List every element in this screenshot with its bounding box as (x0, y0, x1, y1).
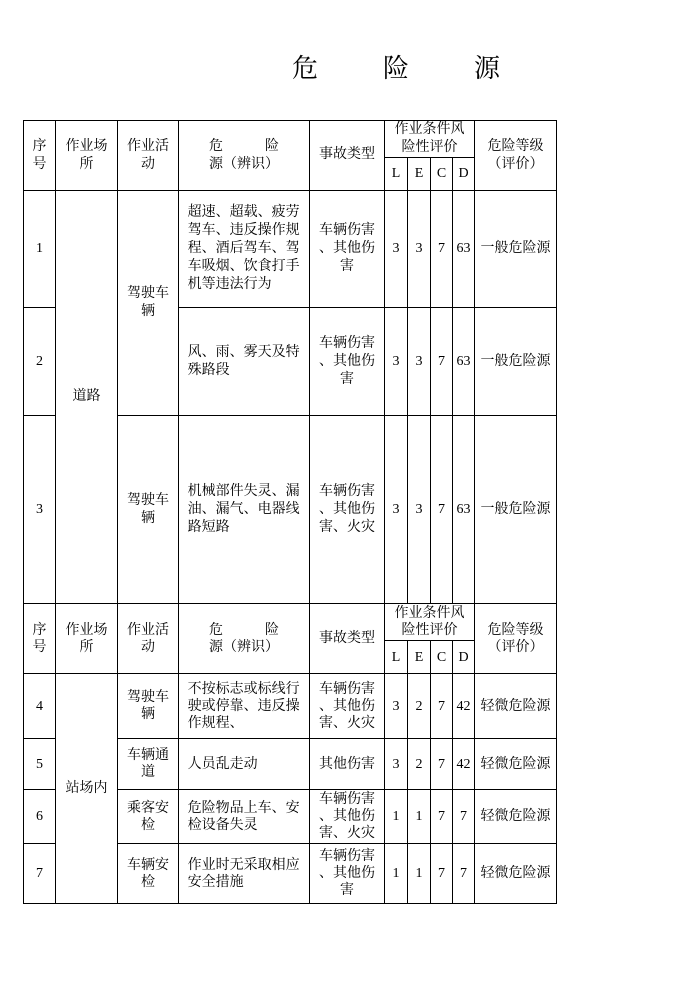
cell-d: 63 (453, 191, 475, 308)
cell-place: 站场内 (56, 674, 118, 904)
header-risk-eval (385, 604, 475, 641)
cell-l: 3 (385, 416, 408, 604)
cell-accident (310, 844, 385, 904)
cell-l: 3 (385, 191, 408, 308)
table-row (24, 674, 557, 739)
header-activity (118, 121, 179, 191)
cell-activity (118, 844, 179, 904)
cell-accident-label: 车辆伤害、其他伤害、火灾 (319, 483, 375, 535)
cell-grade: 轻微危险源 (475, 790, 557, 844)
cell-e: 3 (408, 308, 431, 416)
header-risk-eval-label: 作业条件风险性评价 (394, 606, 465, 638)
header-activity (118, 604, 179, 674)
cell-accident (310, 674, 385, 739)
hazard-table (23, 120, 557, 904)
header-place-label: 作业场所 (65, 622, 108, 655)
header-d: D (453, 641, 475, 674)
cell-accident-label: 车辆伤害、其他伤害 (319, 335, 375, 387)
header-grade-label: 危险等级（评价） (487, 138, 544, 172)
header-place-label: 作业场所 (65, 138, 108, 172)
cell-e: 2 (408, 674, 431, 739)
header-grade (475, 604, 557, 674)
cell-seq: 1 (24, 191, 56, 308)
cell-accident (310, 739, 385, 790)
cell-hazard (179, 191, 310, 308)
header-accident (310, 121, 385, 191)
cell-d: 63 (453, 308, 475, 416)
cell-place: 道路 (56, 191, 118, 604)
cell-l: 3 (385, 308, 408, 416)
cell-grade: 轻微危险源 (475, 674, 557, 739)
cell-seq: 4 (24, 674, 56, 739)
cell-grade: 轻微危险源 (475, 844, 557, 904)
cell-accident-label: 车辆伤害、其他伤害、火灾 (319, 681, 375, 731)
cell-activity (118, 416, 179, 604)
cell-activity-label: 车辆安检 (127, 857, 169, 890)
header-hazard-label: 危 险源（辨识） (209, 138, 279, 172)
header-hazard (179, 604, 310, 674)
header-c: C (431, 158, 453, 191)
header-seq-label: 序号 (32, 622, 47, 655)
cell-c: 7 (431, 416, 453, 604)
cell-hazard (179, 308, 310, 416)
cell-hazard-label: 超速、超载、疲劳驾车、违反操作规程、酒后驾车、驾车吸烟、饮食打手机等违法行为 (187, 205, 300, 292)
cell-c: 7 (431, 308, 453, 416)
header-place (56, 604, 118, 674)
cell-accident-label: 车辆伤害、其他伤害 (319, 223, 375, 274)
header-place (56, 121, 118, 191)
cell-hazard (179, 416, 310, 604)
cell-activity (118, 191, 179, 416)
cell-c: 7 (431, 739, 453, 790)
cell-grade: 一般危险源 (475, 191, 557, 308)
cell-hazard-label: 不按标志或标线行驶或停靠、违反操作规程、 (187, 681, 300, 731)
cell-d: 7 (453, 844, 475, 904)
cell-e: 1 (408, 790, 431, 844)
table-row (24, 191, 557, 308)
cell-activity-label: 车辆通道 (127, 748, 169, 780)
cell-hazard-label: 机械部件失灵、漏油、漏气、电器线路短路 (187, 483, 300, 535)
header-d: D (453, 158, 475, 191)
cell-e: 3 (408, 191, 431, 308)
header-risk-eval-label: 作业条件风险性评价 (394, 122, 465, 155)
header-e: E (408, 158, 431, 191)
header-grade (475, 121, 557, 191)
cell-accident (310, 416, 385, 604)
header-accident-label: 事故类型 (319, 147, 375, 163)
cell-grade: 轻微危险源 (475, 739, 557, 790)
header-seq (24, 121, 56, 191)
cell-l: 3 (385, 739, 408, 790)
document-title: 危险源 (292, 54, 566, 83)
header-activity-label: 作业活动 (127, 622, 169, 655)
header-hazard (179, 121, 310, 191)
cell-hazard (179, 844, 310, 904)
cell-c: 7 (431, 790, 453, 844)
cell-accident (310, 191, 385, 308)
header-activity-label: 作业活动 (127, 138, 169, 172)
cell-d: 7 (453, 790, 475, 844)
cell-c: 7 (431, 844, 453, 904)
table-header-row (24, 121, 557, 158)
header-seq-label: 序号 (32, 138, 47, 172)
header-l: L (385, 158, 408, 191)
cell-d: 63 (453, 416, 475, 604)
cell-l: 1 (385, 790, 408, 844)
cell-hazard (179, 739, 310, 790)
cell-activity-label: 驾驶车辆 (127, 690, 169, 722)
cell-hazard (179, 790, 310, 844)
cell-activity-label: 乘客安检 (127, 800, 169, 833)
cell-activity-label: 驾驶车辆 (127, 286, 169, 319)
cell-c: 7 (431, 191, 453, 308)
cell-activity (118, 739, 179, 790)
cell-seq: 7 (24, 844, 56, 904)
header-l: L (385, 641, 408, 674)
cell-seq: 3 (24, 416, 56, 604)
cell-d: 42 (453, 674, 475, 739)
header-accident (310, 604, 385, 674)
cell-c: 7 (431, 674, 453, 739)
cell-e: 2 (408, 739, 431, 790)
cell-grade: 一般危险源 (475, 416, 557, 604)
header-hazard-label: 危 险源（辨识） (209, 622, 279, 655)
cell-accident (310, 308, 385, 416)
cell-accident-label: 车辆伤害、其他伤害、火灾 (319, 792, 375, 841)
cell-accident-label: 车辆伤害、其他伤害 (319, 849, 375, 898)
header-accident-label: 事故类型 (319, 631, 375, 647)
cell-grade: 一般危险源 (475, 308, 557, 416)
cell-hazard (179, 674, 310, 739)
cell-accident-label: 其他伤害 (319, 756, 375, 772)
header-risk-eval (385, 121, 475, 158)
cell-activity-label: 驾驶车辆 (127, 492, 169, 526)
header-seq (24, 604, 56, 674)
cell-seq: 5 (24, 739, 56, 790)
cell-hazard-label: 作业时无采取相应安全措施 (187, 857, 300, 890)
cell-e: 3 (408, 416, 431, 604)
cell-seq: 2 (24, 308, 56, 416)
cell-hazard-label: 危险物品上车、安检设备失灵 (187, 800, 300, 833)
cell-accident (310, 790, 385, 844)
cell-e: 1 (408, 844, 431, 904)
cell-l: 3 (385, 674, 408, 739)
cell-activity (118, 790, 179, 844)
cell-hazard-label: 风、雨、雾天及特殊路段 (187, 344, 300, 378)
table-header-row (24, 604, 557, 641)
cell-l: 1 (385, 844, 408, 904)
header-c: C (431, 641, 453, 674)
header-grade-label: 危险等级（评价） (487, 622, 544, 655)
cell-d: 42 (453, 739, 475, 790)
cell-seq: 6 (24, 790, 56, 844)
cell-activity (118, 674, 179, 739)
section-road (24, 121, 557, 604)
header-e: E (408, 641, 431, 674)
cell-hazard-label: 人员乱走动 (187, 756, 258, 772)
section-station (24, 604, 557, 904)
